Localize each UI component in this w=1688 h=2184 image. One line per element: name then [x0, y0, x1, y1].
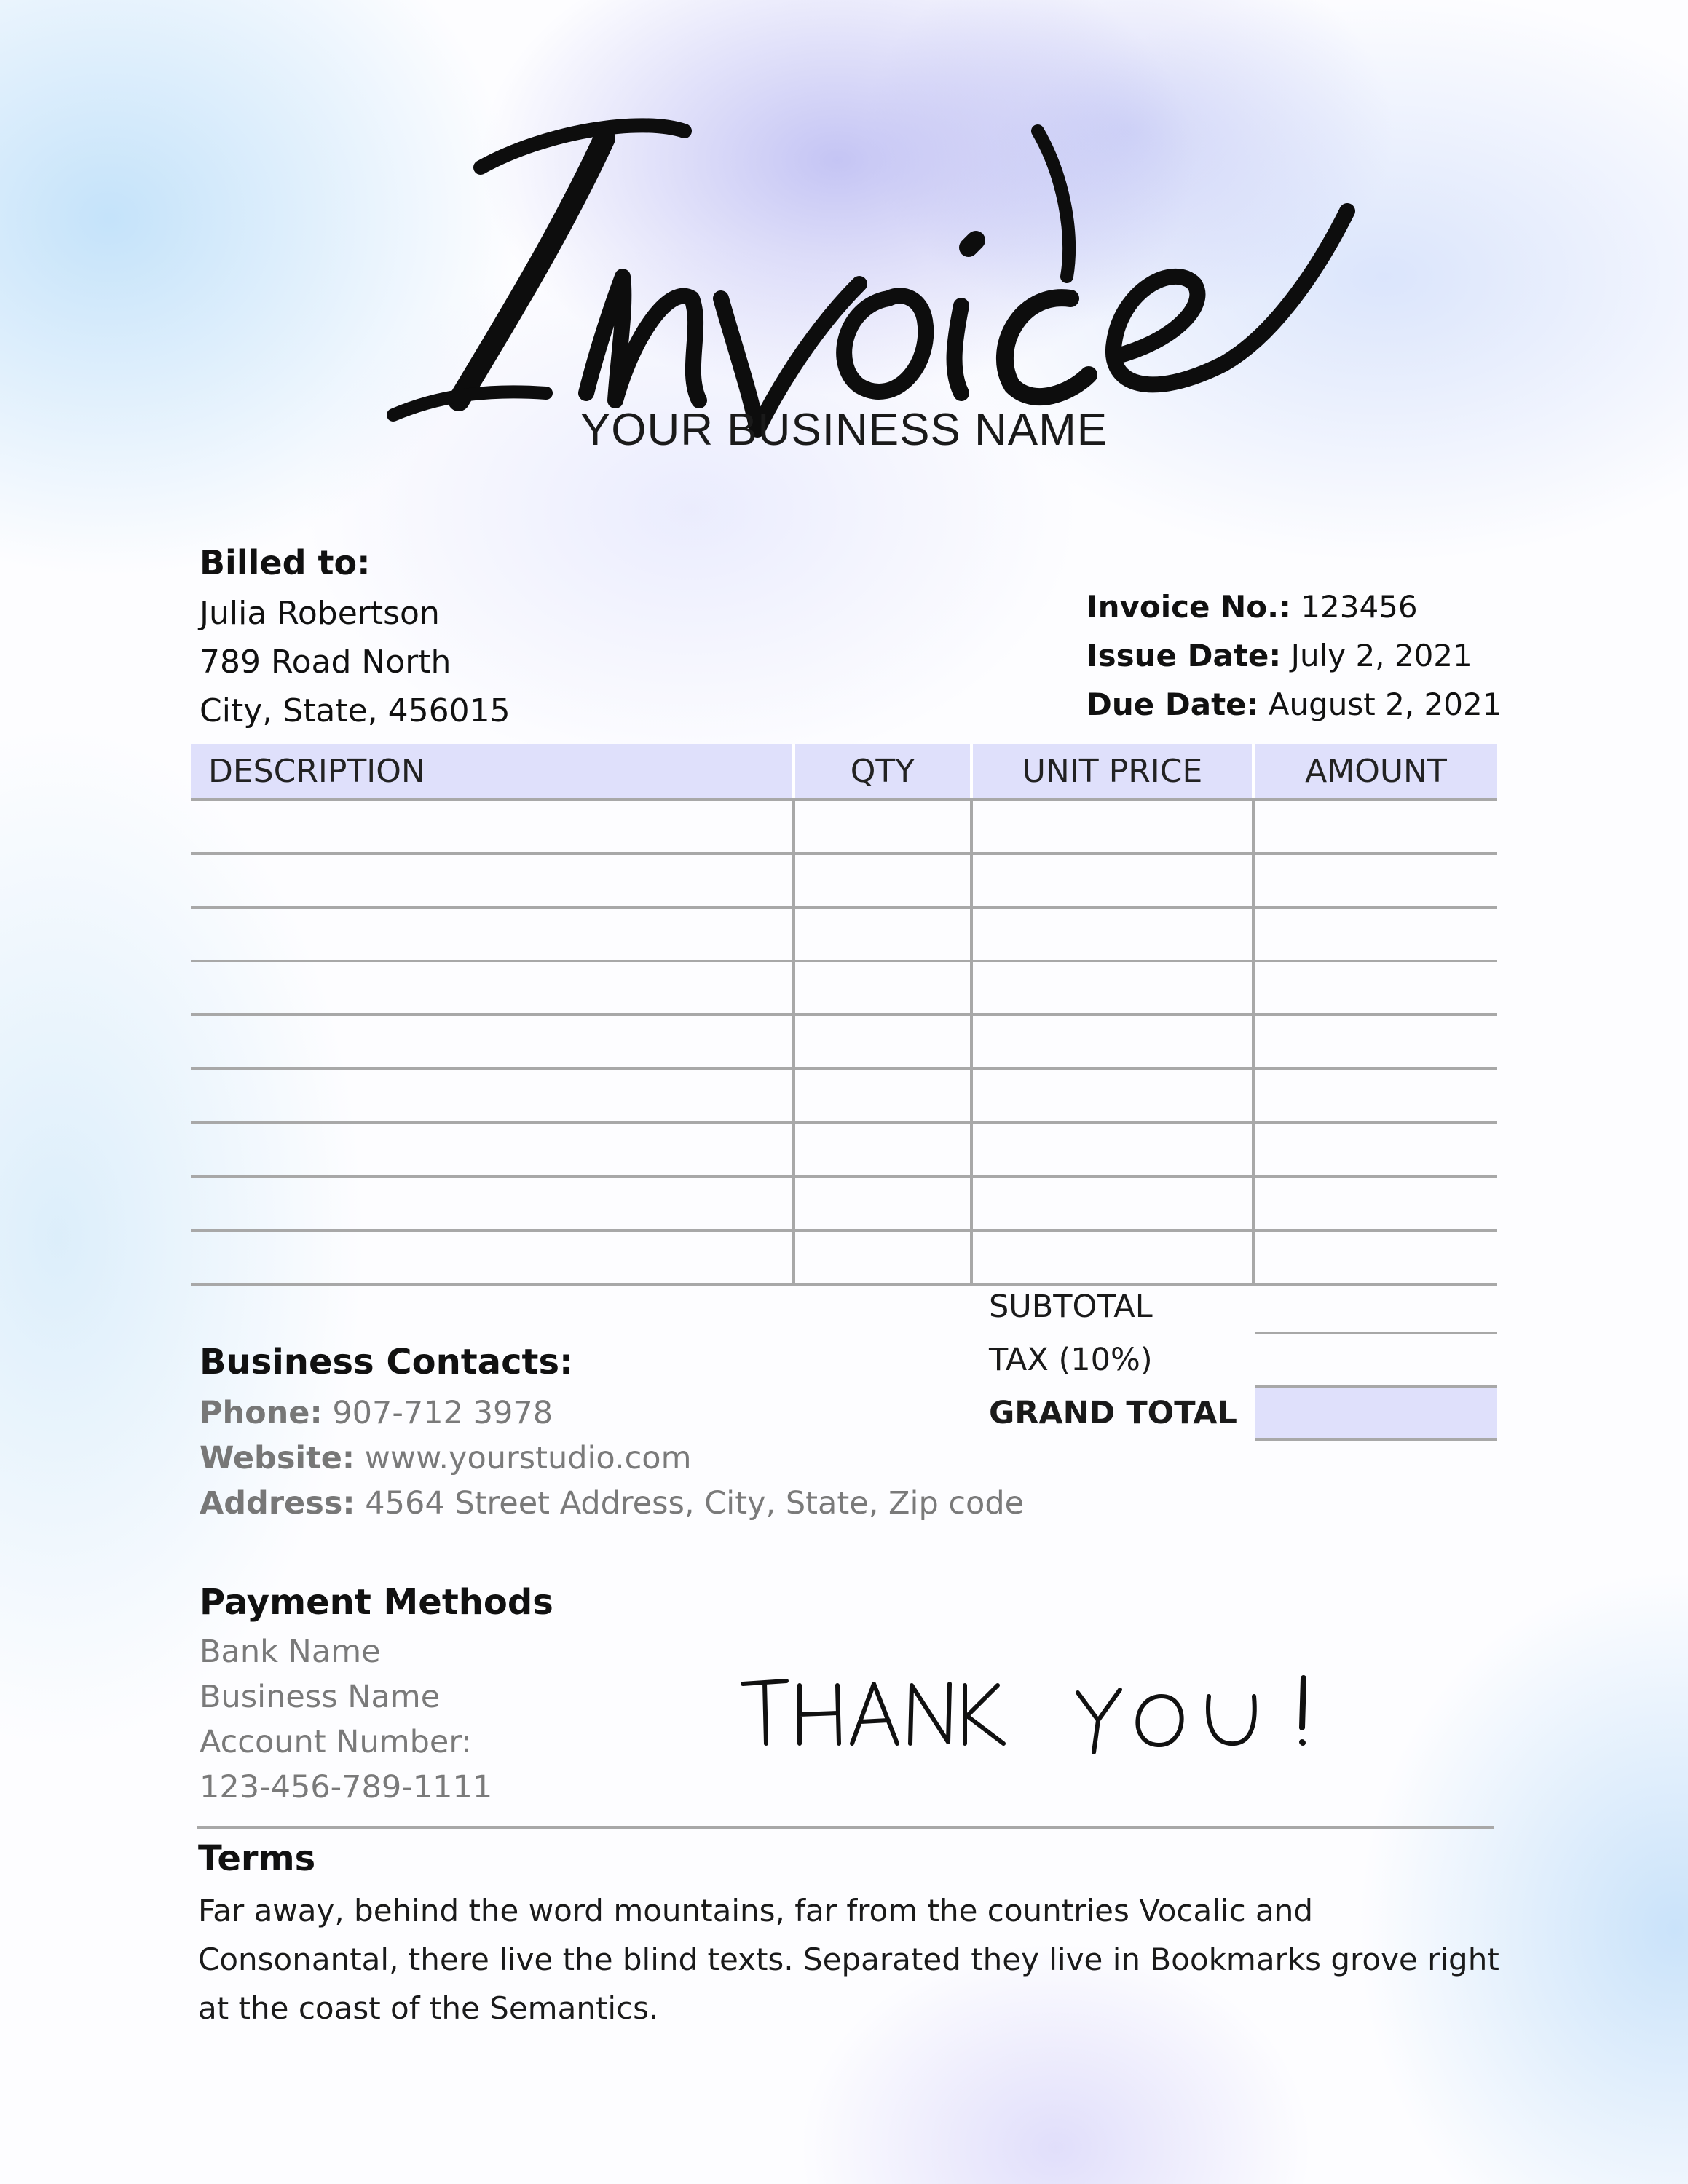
subtotal-label: SUBTOTAL — [989, 1289, 1153, 1325]
description-cell[interactable] — [191, 1069, 794, 1123]
amount-cell[interactable] — [1253, 799, 1497, 853]
bank-name: Bank Name — [200, 1634, 381, 1670]
table-row — [191, 1069, 1497, 1123]
contacts-heading: Business Contacts: — [200, 1342, 574, 1382]
amount-cell[interactable] — [1253, 961, 1497, 1015]
amount-cell[interactable] — [1253, 1176, 1497, 1230]
line-items-table — [191, 744, 1497, 1286]
website-label: Website: — [200, 1440, 355, 1476]
tax-label: TAX (10%) — [989, 1342, 1153, 1378]
phone-label: Phone: — [200, 1395, 323, 1431]
unit-price-cell[interactable] — [971, 907, 1253, 961]
address-label: Address: — [200, 1485, 355, 1522]
qty-cell[interactable] — [794, 1176, 971, 1230]
billed-to-heading: Billed to: — [200, 543, 371, 582]
grand-total-label: GRAND TOTAL — [989, 1395, 1237, 1431]
description-cell[interactable] — [191, 1176, 794, 1230]
payment-business-name: Business Name — [200, 1679, 441, 1715]
payment-heading: Payment Methods — [200, 1582, 553, 1623]
issue-date-label: Issue Date: — [1086, 638, 1282, 673]
table-row — [191, 1176, 1497, 1230]
address-line — [200, 1481, 1024, 1526]
table-row — [191, 1015, 1497, 1069]
header-unit-price: UNIT PRICE — [971, 744, 1253, 799]
client-city: City, State, 456015 — [200, 692, 510, 729]
terms-divider — [197, 1826, 1494, 1829]
table-header-row — [191, 744, 1497, 799]
billed-to-block — [200, 539, 510, 735]
qty-cell[interactable] — [794, 961, 971, 1015]
payment-methods — [200, 1580, 553, 1810]
business-contacts — [200, 1340, 1024, 1526]
terms-block — [198, 1835, 1509, 2033]
account-number-value: 123-456-789-1111 — [200, 1769, 493, 1805]
address-value: 4564 Street Address, City, State, Zip code — [365, 1485, 1025, 1522]
tax-value-cell[interactable] — [1255, 1334, 1497, 1388]
account-number-label: Account Number: — [200, 1724, 472, 1760]
qty-cell[interactable] — [794, 907, 971, 961]
due-date-line — [1086, 680, 1502, 729]
qty-cell[interactable] — [794, 799, 971, 853]
unit-price-cell[interactable] — [971, 1123, 1253, 1176]
amount-cell[interactable] — [1253, 1069, 1497, 1123]
due-date-label: Due Date: — [1086, 687, 1259, 722]
table-row — [191, 907, 1497, 961]
description-cell[interactable] — [191, 1015, 794, 1069]
description-cell[interactable] — [191, 1123, 794, 1176]
invoice-number-label: Invoice No.: — [1086, 589, 1291, 625]
description-cell[interactable] — [191, 961, 794, 1015]
issue-date-value: July 2, 2021 — [1290, 638, 1472, 673]
qty-cell[interactable] — [794, 1015, 971, 1069]
qty-cell[interactable] — [794, 1230, 971, 1284]
qty-cell[interactable] — [794, 1123, 971, 1176]
subtotal-row — [989, 1281, 1497, 1334]
invoice-meta — [1086, 582, 1502, 729]
header-description: DESCRIPTION — [191, 744, 794, 799]
description-cell[interactable] — [191, 853, 794, 907]
website-value: www.yourstudio.com — [364, 1440, 692, 1476]
unit-price-cell[interactable] — [971, 1015, 1253, 1069]
qty-cell[interactable] — [794, 1069, 971, 1123]
website-line — [200, 1436, 1024, 1481]
header-qty: QTY — [794, 744, 971, 799]
description-cell[interactable] — [191, 907, 794, 961]
unit-price-cell[interactable] — [971, 1069, 1253, 1123]
description-cell[interactable] — [191, 1230, 794, 1284]
description-cell[interactable] — [191, 799, 794, 853]
unit-price-cell[interactable] — [971, 1176, 1253, 1230]
invoice-number-value: 123456 — [1301, 589, 1418, 625]
issue-date-line — [1086, 631, 1502, 680]
amount-cell[interactable] — [1253, 1015, 1497, 1069]
grand-total-value-cell[interactable] — [1255, 1388, 1497, 1441]
unit-price-cell[interactable] — [971, 1230, 1253, 1284]
business-name: YOUR BUSINESS NAME — [580, 405, 1108, 455]
table-row — [191, 799, 1497, 853]
due-date-value: August 2, 2021 — [1268, 687, 1502, 722]
table-row — [191, 961, 1497, 1015]
tax-row — [989, 1334, 1497, 1388]
thank-you-handwriting — [735, 1663, 1391, 1758]
table-row — [191, 1230, 1497, 1284]
client-name: Julia Robertson — [200, 595, 440, 632]
amount-cell[interactable] — [1253, 1230, 1497, 1284]
unit-price-cell[interactable] — [971, 853, 1253, 907]
unit-price-cell[interactable] — [971, 961, 1253, 1015]
client-street: 789 Road North — [200, 644, 451, 681]
subtotal-value-cell[interactable] — [1255, 1281, 1497, 1334]
terms-text: Far away, behind the word mountains, far from the countries Vocalic and Consonantal, there live the blind texts. Separated they live in Bookmarks grove right at the coast of the Semantics. — [198, 1893, 1499, 2026]
amount-cell[interactable] — [1253, 853, 1497, 907]
grand-total-row — [989, 1388, 1497, 1441]
phone-line — [200, 1390, 1024, 1436]
totals-block — [989, 1281, 1497, 1441]
table-row — [191, 1123, 1497, 1176]
table-row — [191, 853, 1497, 907]
amount-cell[interactable] — [1253, 907, 1497, 961]
invoice-number-line — [1086, 582, 1502, 631]
phone-value: 907-712 3978 — [332, 1395, 553, 1431]
terms-heading: Terms — [198, 1838, 316, 1879]
amount-cell[interactable] — [1253, 1123, 1497, 1176]
unit-price-cell[interactable] — [971, 799, 1253, 853]
header-amount: AMOUNT — [1253, 744, 1497, 799]
qty-cell[interactable] — [794, 853, 971, 907]
